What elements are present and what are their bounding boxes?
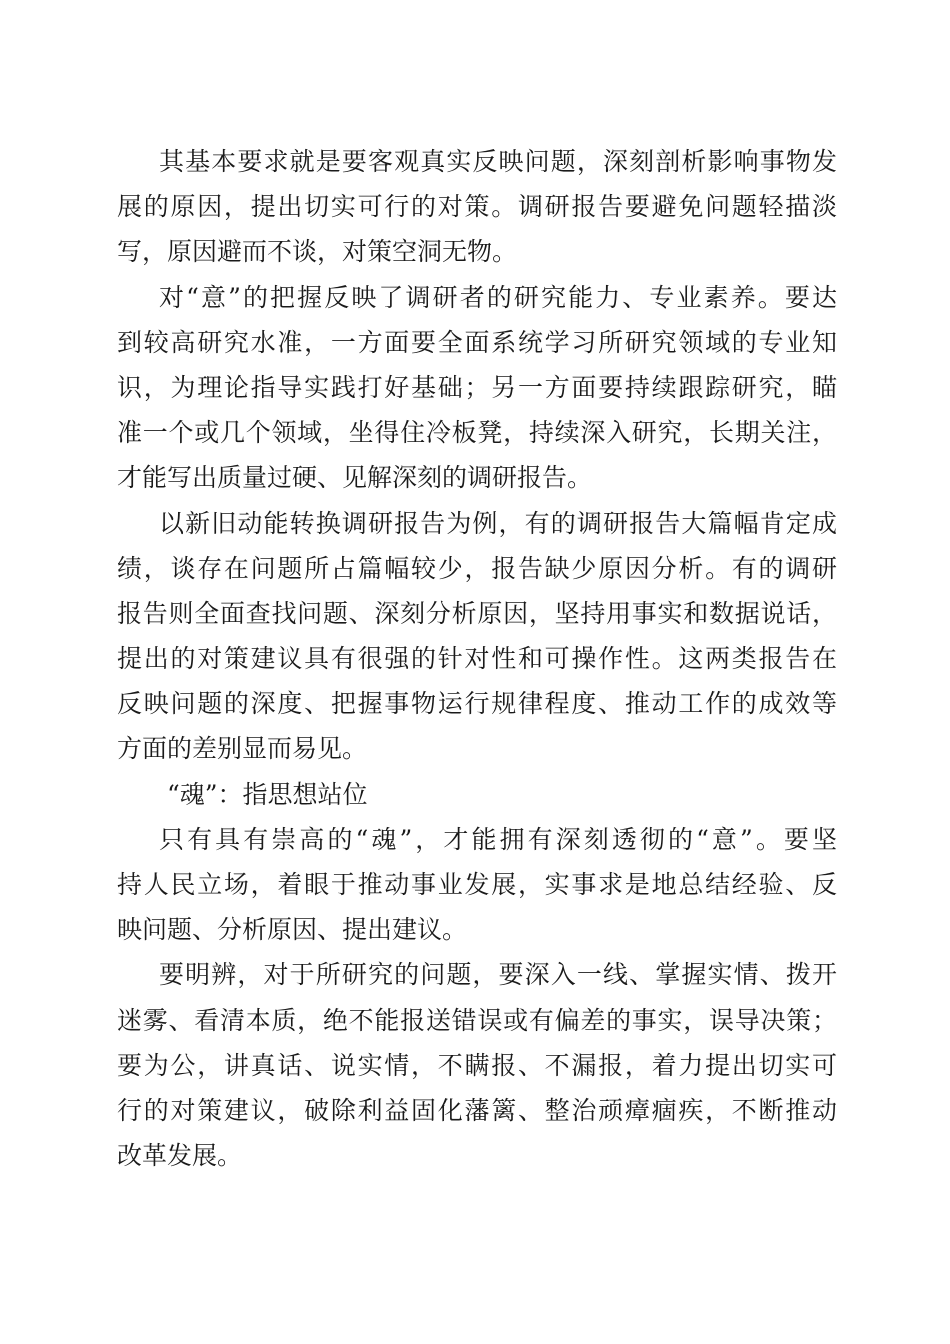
paragraph-line: 反映问题的深度、把握事物运行规律程度、推动工作的成效等	[117, 689, 837, 719]
paragraph-line: 方面的差别显而易见。	[117, 734, 368, 764]
paragraph-line: 报告则全面查找问题、深刻分析原因，坚持用事实和数据说话，	[117, 598, 837, 628]
paragraph-line: 以新旧动能转换调研报告为例，有的调研报告大篇幅肯定成	[159, 508, 837, 538]
paragraph-line: 要为公，讲真话、说实情，不瞒报、不漏报，着力提出切实可	[117, 1050, 837, 1080]
paragraph-line: 其基本要求就是要客观真实反映问题，深刻剖析影响事物发	[159, 147, 837, 176]
paragraph-line: 才能写出质量过硬、见解深刻的调研报告。	[117, 463, 593, 493]
paragraph-line: 到较高研究水准，一方面要全面系统学习所研究领域的专业知	[117, 327, 837, 357]
paragraph-line: 提出的对策建议具有很强的针对性和可操作性。这两类报告在	[117, 644, 837, 674]
paragraph-4	[117, 817, 837, 953]
paragraph-line: 准一个或几个领域，坐得住冷板凳，持续深入研究，长期关注，	[117, 418, 837, 448]
paragraph-line: 迷雾、看清本质，绝不能报送错误或有偏差的事实，误导决策；	[117, 1005, 837, 1035]
paragraph-line: 展的原因，提出切实可行的对策。调研报告要避免问题轻描淡	[117, 192, 837, 222]
paragraph-line: 改革发展。	[117, 1141, 243, 1171]
paragraph-line: 要明辨，对于所研究的问题，要深入一线、掌握实情、拨开	[159, 960, 837, 990]
paragraph-line: 绩，谈存在问题所占篇幅较少，报告缺少原因分析。有的调研	[117, 553, 837, 583]
paragraph-line: 对“意”的把握反映了调研者的研究能力、专业素养。要达	[159, 282, 837, 312]
paragraph-line: 持人民立场，着眼于推动事业发展，实事求是地总结经验、反	[117, 870, 837, 899]
paragraph-3	[117, 501, 837, 772]
paragraph-line: 行的对策建议，破除利益固化藩篱、整治顽瘴痼疾，不断推动	[117, 1095, 837, 1125]
section-heading-text: “魂”：指思想站位	[167, 779, 368, 809]
paragraph-line: 映问题、分析原因、提出建议。	[117, 915, 468, 945]
paragraph-line: 识，为理论指导实践打好基础；另一方面要持续跟踪研究，瞄	[117, 372, 837, 402]
document-body	[117, 139, 837, 1178]
paragraph-5	[117, 952, 837, 1178]
section-heading	[117, 772, 837, 817]
paragraph-line: 只有具有崇高的“魂”，才能拥有深刻透彻的“意”。要坚	[159, 824, 838, 854]
paragraph-line: 写，原因避而不谈，对策空洞无物。	[117, 237, 518, 267]
paragraph-2	[117, 275, 837, 501]
paragraph-1	[117, 139, 837, 275]
